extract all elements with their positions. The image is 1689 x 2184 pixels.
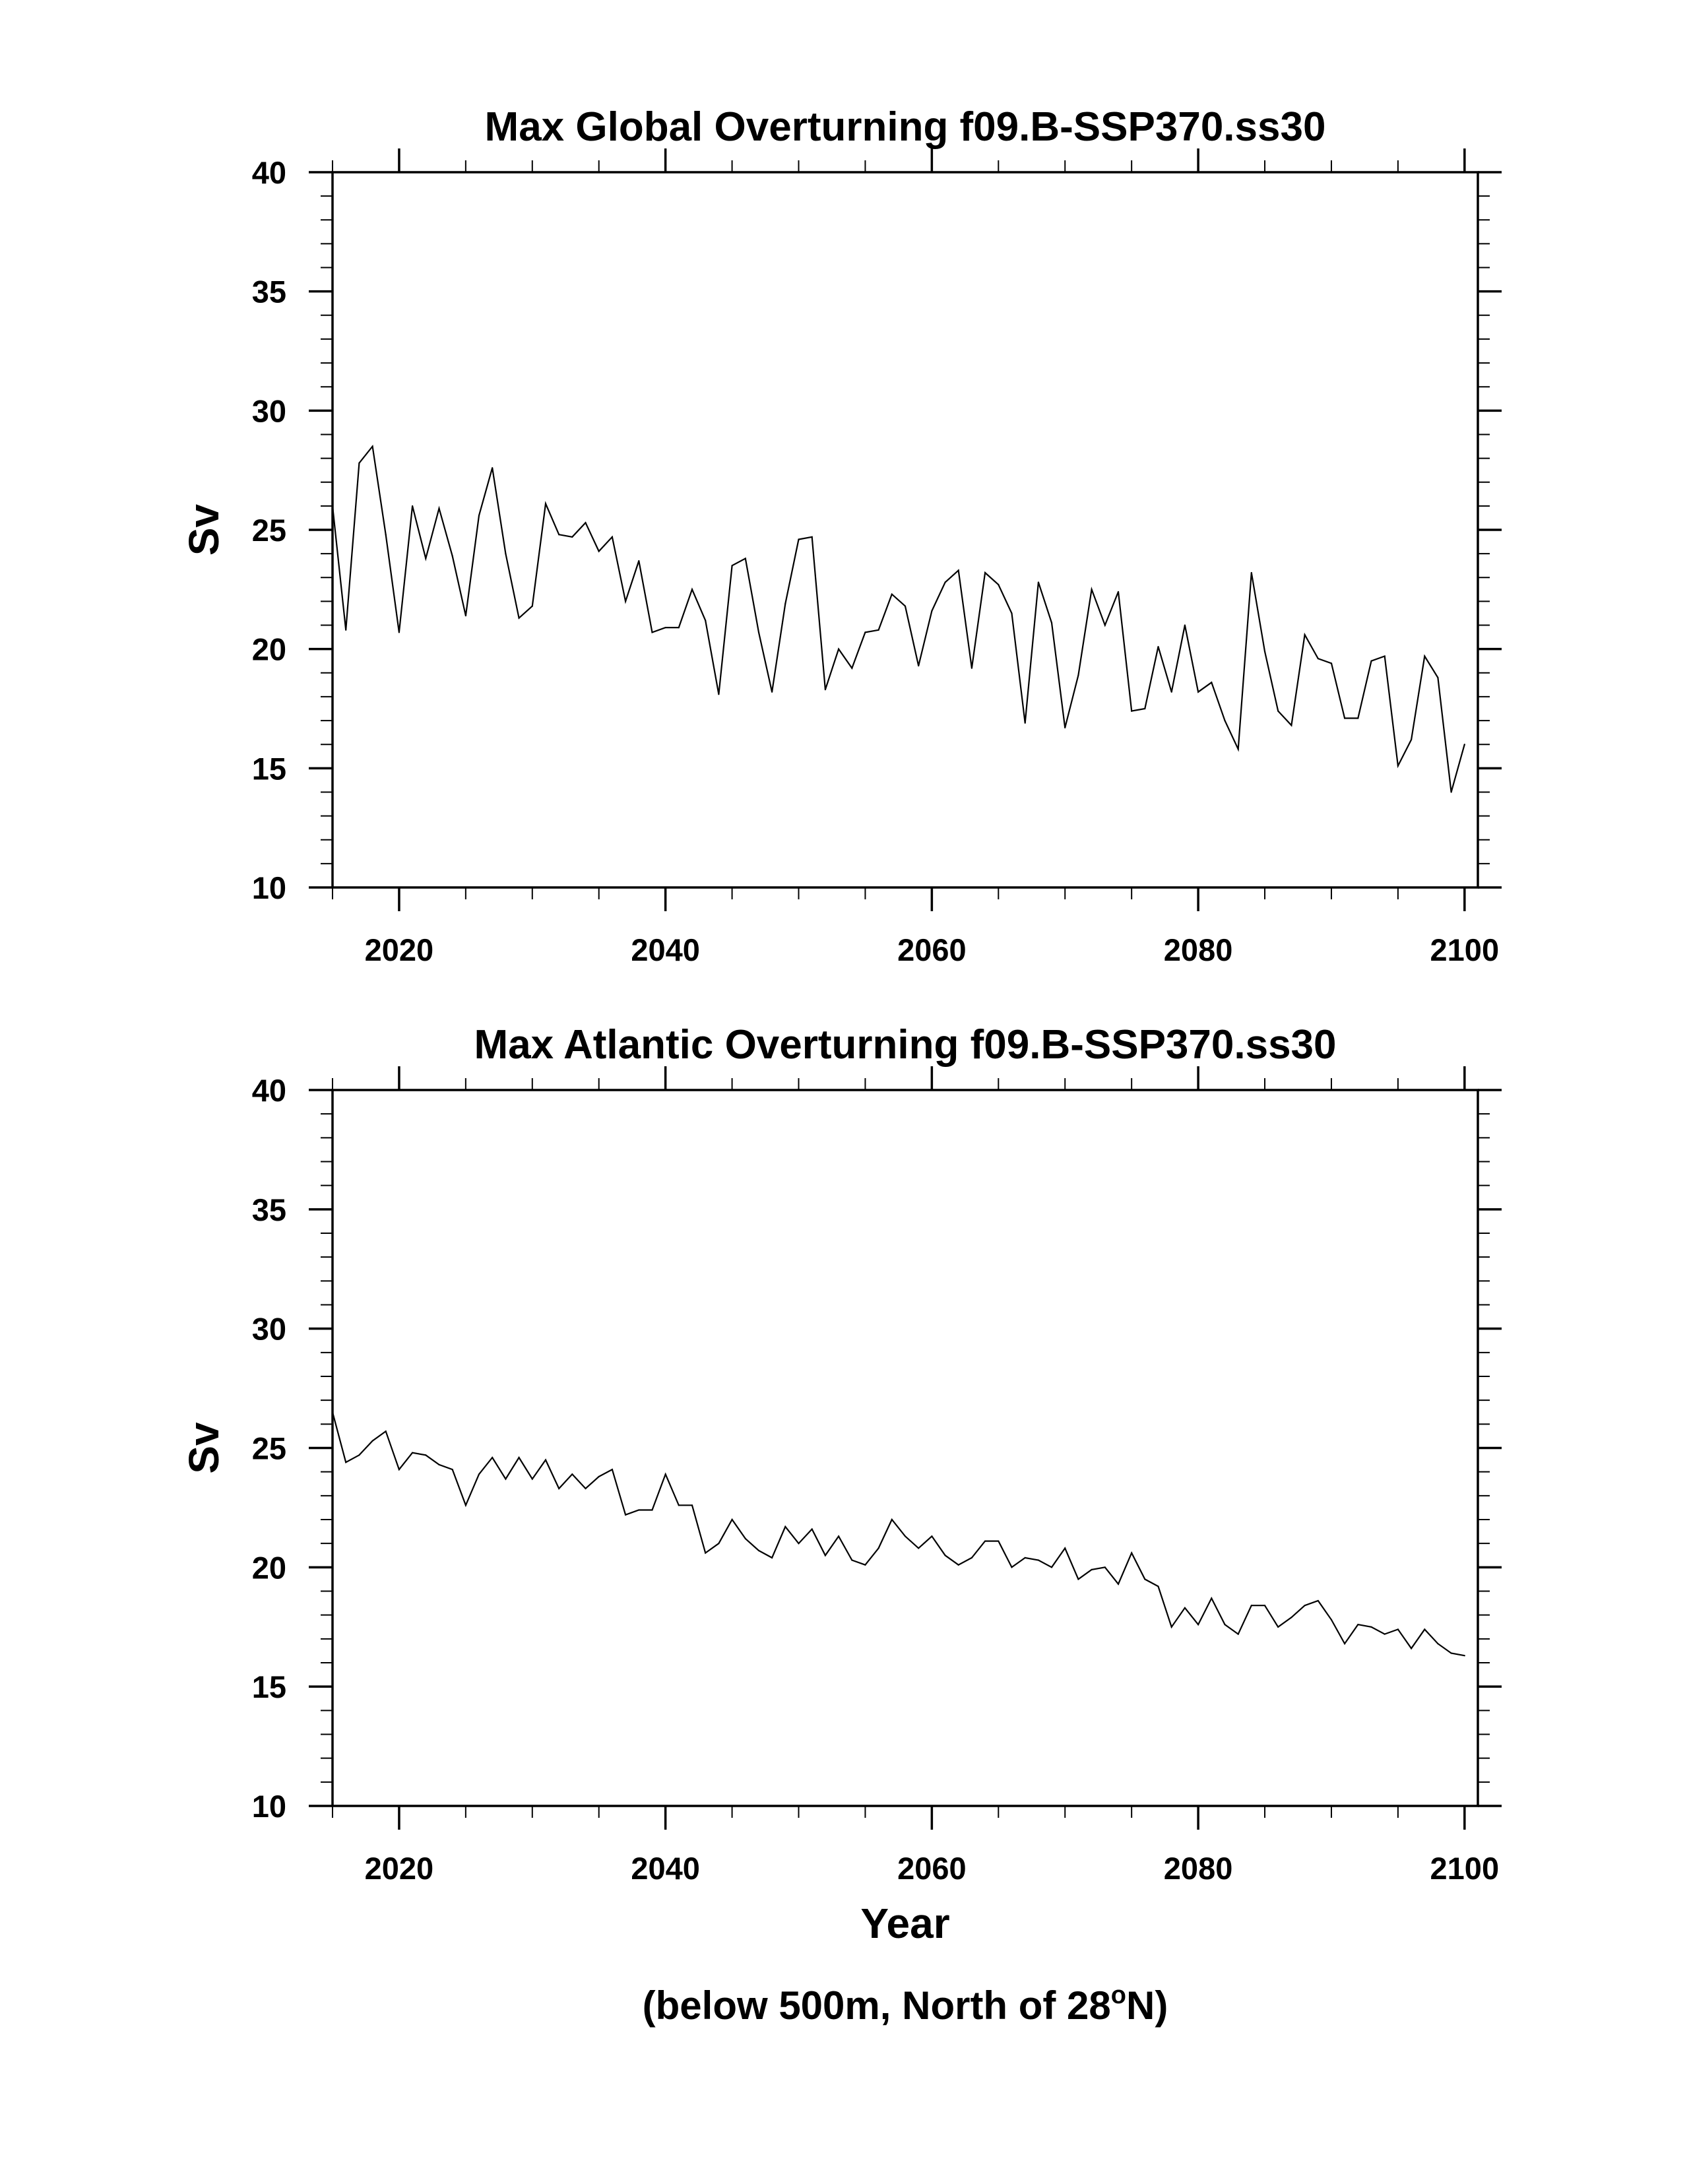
- data-point: [732, 1519, 733, 1520]
- data-point: [332, 1411, 333, 1413]
- data-point: [358, 463, 360, 464]
- data-point: [532, 1478, 533, 1479]
- data-point: [398, 631, 400, 633]
- data-point: [1264, 1605, 1265, 1606]
- data-point: [1357, 717, 1358, 719]
- data-point: [1197, 691, 1199, 693]
- x-tick-label: 2080: [1163, 1851, 1233, 1886]
- series-line: [333, 1412, 1465, 1655]
- data-point: [1064, 1547, 1066, 1549]
- data-point: [1211, 1597, 1212, 1599]
- data-point: [918, 1547, 919, 1549]
- data-point: [332, 505, 333, 507]
- data-point: [345, 1461, 346, 1463]
- data-point: [825, 1555, 826, 1556]
- x-tick-label: 2100: [1430, 1851, 1500, 1886]
- data-point: [1171, 691, 1172, 693]
- y-tick-label: 40: [251, 1073, 286, 1108]
- y-tick-label: 20: [251, 1550, 286, 1586]
- data-point: [838, 649, 839, 650]
- data-point: [1051, 1566, 1052, 1568]
- data-point: [1091, 589, 1093, 590]
- data-point: [1104, 624, 1106, 626]
- data-point: [465, 1504, 466, 1506]
- data-point: [571, 1473, 573, 1475]
- data-point: [665, 1473, 666, 1475]
- data-point: [1131, 711, 1132, 712]
- data-point: [945, 581, 946, 583]
- data-point: [891, 594, 893, 595]
- x-tick-label: 2100: [1430, 932, 1500, 967]
- data-point: [638, 1509, 639, 1510]
- data-point: [1304, 1605, 1306, 1606]
- data-point: [1344, 717, 1345, 719]
- data-point: [385, 1430, 387, 1432]
- data-point: [1238, 1634, 1239, 1635]
- data-point: [1131, 1553, 1132, 1554]
- data-point: [665, 627, 666, 628]
- data-point: [1157, 1586, 1159, 1587]
- data-point: [545, 503, 546, 504]
- data-point: [864, 1564, 866, 1566]
- y-axis-label: Sv: [180, 503, 228, 556]
- data-point: [918, 665, 919, 666]
- data-point: [1144, 708, 1145, 709]
- data-point: [984, 1541, 986, 1542]
- data-point: [598, 1476, 600, 1477]
- data-point: [1331, 1619, 1332, 1621]
- data-points: [332, 445, 1465, 792]
- chart-title: Max Atlantic Overturning f09.B-SSP370.ss30: [474, 1022, 1337, 1068]
- data-point: [958, 569, 959, 571]
- data-point: [1051, 622, 1052, 624]
- data-point: [452, 1469, 453, 1470]
- data-point: [505, 1478, 506, 1479]
- data-point: [558, 1488, 559, 1489]
- y-tick-label: 20: [251, 631, 286, 667]
- data-point: [1424, 1628, 1425, 1630]
- data-point: [1171, 1626, 1172, 1628]
- y-tick-label: 30: [251, 393, 286, 429]
- data-point: [558, 534, 559, 535]
- data-point: [798, 1543, 799, 1544]
- data-point: [905, 1535, 906, 1537]
- data-point: [1091, 1569, 1093, 1570]
- data-point: [758, 1550, 759, 1551]
- data-point: [492, 1457, 493, 1458]
- data-point: [1464, 1655, 1465, 1656]
- data-point: [1144, 1578, 1145, 1580]
- data-point: [425, 1454, 426, 1456]
- data-point: [505, 553, 506, 554]
- y-axis-label: Sv: [180, 1422, 228, 1474]
- global-overturning-panel: [180, 104, 1502, 967]
- data-point: [452, 556, 453, 557]
- data-points: [332, 1411, 1465, 1656]
- data-point: [1118, 1584, 1119, 1585]
- data-point: [812, 1528, 813, 1529]
- data-point: [638, 560, 639, 562]
- data-point: [1025, 1557, 1026, 1558]
- data-point: [1011, 612, 1012, 614]
- y-tick-label: 15: [251, 751, 286, 787]
- data-point: [1011, 1566, 1012, 1568]
- data-point: [519, 618, 520, 619]
- data-point: [358, 1454, 360, 1456]
- data-point: [1344, 1643, 1345, 1644]
- data-point: [651, 631, 653, 633]
- data-point: [1437, 1643, 1438, 1644]
- data-point: [345, 629, 346, 631]
- data-point: [1251, 1605, 1252, 1606]
- x-tick-label: 2060: [897, 1851, 967, 1886]
- data-point: [1370, 660, 1372, 662]
- data-point: [372, 445, 373, 447]
- data-point: [1464, 744, 1465, 745]
- data-point: [718, 693, 719, 695]
- data-point: [1224, 1624, 1225, 1625]
- data-point: [625, 600, 626, 602]
- data-point: [1038, 1559, 1039, 1560]
- data-point: [931, 1535, 932, 1537]
- data-point: [532, 606, 533, 607]
- data-point: [438, 507, 439, 509]
- data-point: [771, 691, 773, 693]
- data-point: [438, 1464, 439, 1465]
- footnote: [643, 1981, 1168, 2028]
- y-tick-label: 40: [251, 155, 286, 190]
- data-point: [1238, 748, 1239, 750]
- data-point: [891, 1519, 893, 1520]
- data-point: [1318, 1600, 1319, 1601]
- data-point: [612, 1469, 613, 1470]
- plot-frame: [333, 1090, 1478, 1806]
- data-point: [1277, 711, 1279, 712]
- plot-frame: [333, 172, 1478, 887]
- data-point: [1357, 1624, 1358, 1625]
- data-point: [1451, 1652, 1452, 1654]
- data-point: [878, 1547, 879, 1549]
- y-tick-label: 25: [251, 513, 286, 548]
- data-point: [784, 603, 786, 604]
- chart-title: Max Global Overturning f09.B-SSP370.ss30: [484, 104, 1326, 150]
- data-point: [1397, 765, 1399, 767]
- data-point: [1331, 662, 1332, 664]
- data-point: [745, 558, 746, 559]
- data-point: [598, 550, 600, 552]
- data-point: [705, 1553, 706, 1554]
- series-line: [333, 447, 1465, 792]
- data-point: [1424, 655, 1425, 657]
- data-point: [945, 1555, 946, 1556]
- y-tick-label: 30: [251, 1311, 286, 1347]
- data-point: [1025, 723, 1026, 724]
- data-point: [798, 538, 799, 540]
- data-point: [1077, 1578, 1079, 1580]
- data-point: [1197, 1624, 1199, 1625]
- x-tick-label: 2060: [897, 932, 967, 967]
- data-point: [998, 1541, 999, 1542]
- data-point: [678, 1504, 680, 1506]
- data-point: [372, 1440, 373, 1442]
- data-point: [971, 668, 972, 669]
- data-point: [1064, 727, 1066, 728]
- data-point: [998, 584, 999, 585]
- data-point: [612, 536, 613, 538]
- data-point: [1184, 1607, 1186, 1609]
- data-point: [1264, 651, 1265, 652]
- y-tick-label: 35: [251, 274, 286, 309]
- data-point: [971, 1557, 972, 1558]
- data-point: [412, 1452, 413, 1454]
- data-point: [864, 631, 866, 633]
- x-tick-label: 2040: [631, 1851, 700, 1886]
- data-point: [571, 536, 573, 538]
- data-point: [691, 1504, 693, 1506]
- x-tick-label: 2020: [364, 1851, 434, 1886]
- x-tick-label: 2080: [1163, 932, 1233, 967]
- data-point: [478, 1473, 480, 1475]
- data-point: [1118, 591, 1119, 593]
- data-point: [625, 1514, 626, 1516]
- data-point: [1318, 658, 1319, 659]
- data-point: [385, 534, 387, 535]
- data-point: [678, 627, 680, 628]
- data-point: [519, 1457, 520, 1458]
- x-axis-label: Year: [860, 1900, 950, 1947]
- data-point: [905, 606, 906, 607]
- data-point: [1411, 1648, 1412, 1649]
- footnote-degree-superscript: o: [1110, 1981, 1127, 2009]
- y-tick-label: 35: [251, 1192, 286, 1227]
- data-point: [812, 536, 813, 538]
- data-point: [545, 1460, 546, 1461]
- y-tick-label: 10: [251, 870, 286, 905]
- y-tick-label: 25: [251, 1430, 286, 1466]
- data-point: [1291, 1617, 1292, 1618]
- data-point: [1184, 624, 1186, 626]
- data-point: [984, 572, 986, 573]
- data-point: [771, 1557, 773, 1558]
- data-point: [958, 1564, 959, 1566]
- data-point: [838, 1535, 839, 1537]
- data-point: [585, 522, 586, 523]
- data-point: [425, 558, 426, 559]
- data-point: [492, 467, 493, 468]
- data-point: [1251, 572, 1252, 573]
- data-point: [1277, 1626, 1279, 1628]
- data-point: [691, 589, 693, 590]
- y-tick-label: 10: [251, 1789, 286, 1824]
- data-point: [1384, 1634, 1386, 1635]
- data-point: [1451, 791, 1452, 792]
- data-point: [1397, 1628, 1399, 1630]
- data-point: [1157, 646, 1159, 647]
- data-point: [1411, 739, 1412, 740]
- data-point: [585, 1488, 586, 1489]
- data-point: [478, 515, 480, 516]
- data-point: [1211, 682, 1212, 683]
- footnote-prefix: (below 500m, North of 28: [642, 1983, 1111, 2028]
- data-point: [651, 1509, 653, 1510]
- data-point: [784, 1526, 786, 1527]
- data-point: [931, 610, 932, 612]
- data-point: [1291, 724, 1292, 726]
- data-point: [851, 1559, 852, 1560]
- data-point: [705, 620, 706, 621]
- y-tick-label: 15: [251, 1669, 286, 1705]
- footnote-suffix: N): [1126, 1983, 1168, 2028]
- data-point: [851, 668, 852, 669]
- data-point: [1370, 1626, 1372, 1628]
- data-point: [412, 505, 413, 507]
- data-point: [1304, 634, 1306, 635]
- data-point: [718, 1543, 719, 1544]
- x-tick-label: 2020: [364, 932, 434, 967]
- data-point: [1077, 674, 1079, 676]
- data-point: [745, 1538, 746, 1539]
- data-point: [465, 615, 466, 616]
- data-point: [1224, 720, 1225, 721]
- data-point: [758, 631, 759, 633]
- data-point: [1104, 1566, 1106, 1568]
- atlantic-overturning-panel: [180, 1022, 1502, 1886]
- data-point: [1038, 581, 1039, 583]
- data-point: [732, 565, 733, 566]
- data-point: [1384, 655, 1386, 657]
- data-point: [825, 689, 826, 690]
- data-point: [1437, 677, 1438, 678]
- data-point: [878, 629, 879, 631]
- data-point: [398, 1469, 400, 1470]
- x-tick-label: 2040: [631, 932, 700, 967]
